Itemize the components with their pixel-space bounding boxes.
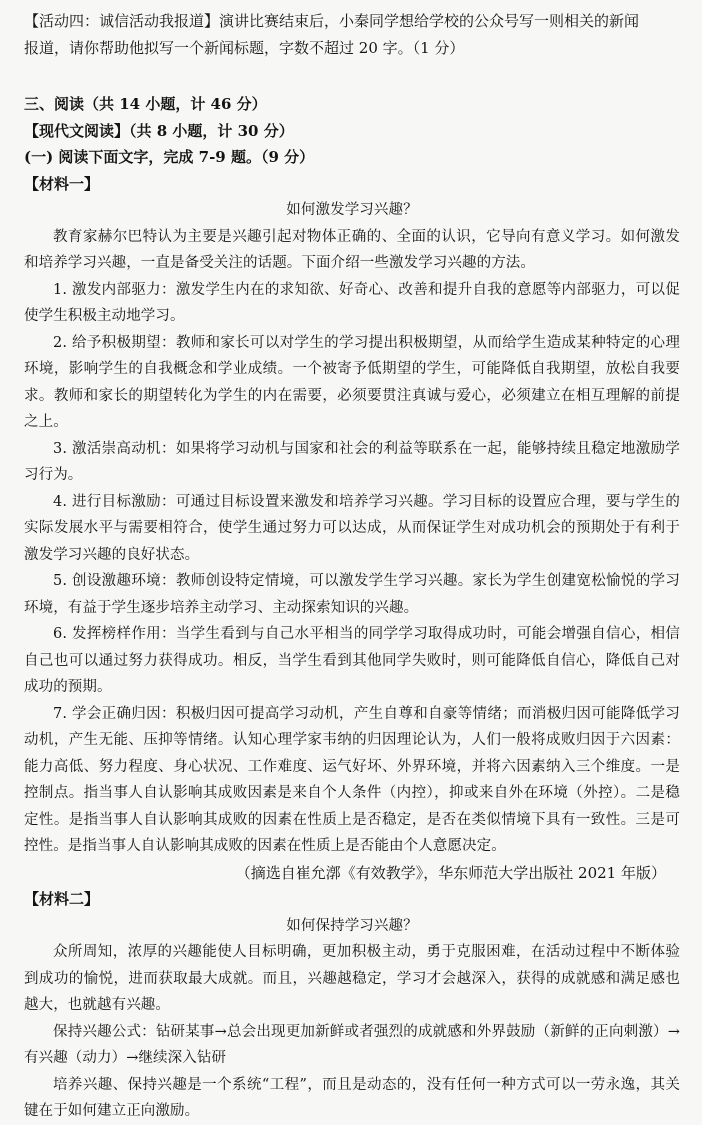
material-one-title: 如何激发学习兴趣？ [286,202,418,218]
material-one-paragraph: 6. 发挥榜样作用：当学生看到与自己水平相当的同学学习取得成功时，可能会增强自信心，相信自己也可以通过努力获得成功。相反，当学生看到其他同学失败时，则可能降低自信心，降低自己对成功的预期。 [24,626,680,695]
material-two-paragraph: 保持兴趣公式：钻研某事→总会出现更加新鲜或者强烈的成就感和外界鼓励（新鲜的正向刺激）→有兴趣（动力）→继续深入钻研 [24,1023,680,1066]
material-two-paragraph: 众所周知，浓厚的兴趣能使人目标明确，更加积极主动，勇于克服困难，在活动过程中不断体验到成功的愉悦，进而获取最大成就。而且，兴趣越稳定，学习才会越深入，获得的成就感和满足感也越大，也就越有兴趣。 [24,944,680,1013]
material-one-label: 【材料一】 [24,174,100,193]
material-two-title: 如何保持学习兴趣？ [286,917,418,934]
sub-section-instruction: (一) 阅读下面文字，完成 7-9 题。（9 分） [24,148,315,166]
material-one-paragraph: 7. 学会正确归因：积极归因可提高学习动机，产生自尊和自豪等情绪；而消极归因可能降低学习动机，产生无能、压抑等情绪。认知心理学家韦纳的归因理论认为，人们一般将成败归因于六因素：能力高低、努力程度、身心状况、工作难度、运气好坏、外界环境，并将六因素纳入三个维度。一是控制点。指当事人自认影响其成败因素是来自个人条件（内控），抑或来自外在环境（外控）。二是稳定性。是指当事人自认影响其成败的因素在性质上是否稳定，是否在类似情境下具有一致性。三是可控性。是指当事人自认影响其成败的因素在性质上是否能由个人意愿决定。 [24,705,680,854]
material-one-paragraph: 4. 进行目标激励：可通过目标设置来激发和培养学习兴趣。学习目标的设置应合理，要与学生的实际发展水平与需要相符合，使学生通过努力可以达成，从而保证学生对成功机会的预期处于有利于激发学习兴趣的良好状态。 [24,493,680,563]
activity-four-line-2: 报道，请你帮助他拟写一个新闻标题，字数不超过 20 字。（1 分） [24,38,465,57]
material-one-source: （摘选自崔允漷《有效教学》，华东师范大学出版社 2021 年版） [235,863,666,882]
material-two-label: 【材料二】 [24,890,100,908]
modern-reading-heading: 【现代文阅读】（共 8 小题，计 30 分） [24,121,294,140]
spacer [24,61,680,91]
material-one-paragraph: 教育家赫尔巴特认为主要是兴趣引起对物体正确的、全面的认识，它导向有意义学习。如何激发和培养学习兴趣，一直是备受关注的话题。下面介绍一些激发学习兴趣的方法。 [24,228,680,271]
material-one-paragraph: 2. 给予积极期望：教师和家长可以对学生的学习提出积极期望，从而给学生造成某种特定的心理环境，影响学生的自我概念和学业成绩。一个被寄予低期望的学生，可能降低自我期望，放松自我要求。教师和家长的期望转化为学生的内在需要，必须要贯注真诚与爱心，必须建立在相互理解的前提之上。 [24,334,680,430]
activity-four-line-1: 【活动四：诚信活动我报道】演讲比赛结束后，小秦同学想给学校的公众号写一则相关的新闻 [24,12,640,30]
material-one-paragraph: 5. 创设激趣环境：教师创设特定情境，可以激发学生学习兴趣。家长为学生创建宽松愉悦的学习环境，有益于学生逐步培养主动学习、主动探索知识的兴趣。 [24,573,680,616]
material-one-paragraph: 3. 激活崇高动机：如果将学习动机与国家和社会的利益等联系在一起，能够持续且稳定地激励学习行为。 [24,440,680,483]
material-two-paragraph: 培养兴趣、保持兴趣是一个系统“工程”，而且是动态的，没有任何一种方式可以一劳永逸，其关键在于如何建立正向激励。 [24,1076,680,1119]
material-one-paragraph: 1. 激发内部驱力：激发学生内在的求知欲、好奇心、改善和提升自我的意愿等内部驱力，可以促使学生积极主动地学习。 [24,281,680,324]
section-heading: 三、阅读（共 14 小题，计 46 分） [24,95,267,113]
